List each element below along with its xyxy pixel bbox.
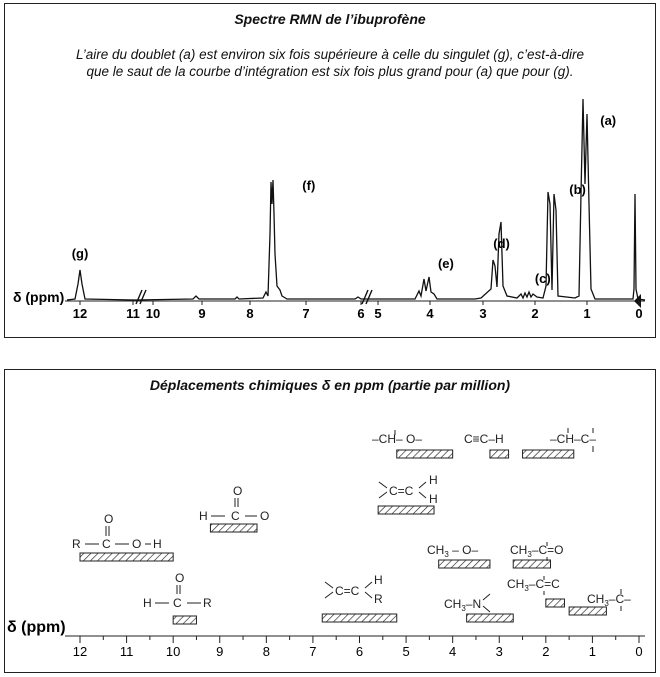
spectrum-tick-label: 11 — [126, 306, 140, 321]
group-acid — [72, 512, 162, 551]
spectrum-tick-label: 5 — [374, 306, 382, 321]
group-aldehyde-r — [143, 571, 212, 610]
group-alkene-r — [325, 573, 383, 606]
svg-text:O: O — [260, 509, 270, 523]
peak-label: (g) — [71, 246, 89, 261]
group-ch3-o — [427, 543, 478, 559]
nmr-spectrum-panel — [4, 3, 656, 338]
svg-text:H: H — [153, 537, 162, 551]
svg-text:H: H — [429, 492, 438, 506]
svg-text:C: C — [173, 596, 182, 610]
svg-text:CH3–C=C: $CH_3-C=C$ — [507, 577, 560, 593]
svg-text:O: O — [104, 512, 114, 526]
spectrum-tick-label: 3 — [479, 306, 487, 321]
svg-text:C: C — [231, 509, 240, 523]
spectrum-tick-label: 12 — [72, 306, 88, 321]
caption-line-1: L’aire du doublet (a) est environ six fois supérieure à celle du singulet (g), c’est-à-dire — [75, 47, 584, 62]
spectrum-tick-label: 1 — [583, 306, 591, 321]
group-alkyne — [464, 432, 504, 446]
svg-text:O: O — [132, 537, 142, 551]
spectrum-title: Spectre RMN de l’ibuprofène — [234, 11, 426, 27]
shift-tick-label: 6 — [355, 644, 364, 659]
axis-break-11-10 — [136, 290, 146, 304]
group-ch-c — [550, 428, 596, 452]
svg-text:–CH– O–: –CH– O– — [372, 432, 423, 446]
peak-label: (f) — [302, 178, 316, 193]
svg-text:H: H — [143, 596, 152, 610]
shift-tick-label: 7 — [309, 644, 317, 659]
spectrum-trace — [67, 99, 645, 300]
spectrum-tick-label: 9 — [198, 306, 206, 321]
peak-label: (d) — [493, 236, 510, 251]
shift-tick-label: 10 — [165, 644, 181, 659]
shift-range-bar-ch3-n — [467, 614, 514, 622]
shift-tick-label: 12 — [72, 644, 88, 659]
shift-range-bar-alkene-r — [322, 614, 397, 622]
shift-tick-label: 1 — [588, 644, 597, 659]
shift-tick-label: 5 — [402, 644, 410, 659]
shift-range-bar-alkyne — [490, 450, 509, 458]
shift-range-bar-alkene-h — [378, 506, 434, 514]
svg-text:H: H — [374, 573, 383, 587]
shift-range-bar-ch-c — [523, 450, 574, 458]
spectrum-tick-label: 8 — [246, 306, 254, 321]
svg-text:R: R — [374, 592, 383, 606]
shift-range-bar-acid — [80, 553, 173, 561]
shift-tick-label: 9 — [216, 644, 224, 659]
group-ch3-co — [510, 542, 563, 561]
shift-range-bar-aldehyde — [210, 524, 257, 532]
shift-tick-label: 8 — [262, 644, 270, 659]
shift-tick-label: 3 — [495, 644, 503, 659]
svg-text:C≡C–H: C≡C–H — [464, 432, 504, 446]
shift-range-bar-ch3-co — [513, 560, 550, 568]
svg-text:CH3 – O–: $CH_3 - O-$ — [427, 543, 479, 559]
svg-text:C=C: C=C — [335, 584, 360, 598]
shift-tick-label: 2 — [542, 644, 550, 659]
shift-range-bar-ch3-o — [439, 560, 490, 568]
group-alkene-h — [379, 473, 438, 506]
chemical-shift-panel — [4, 369, 656, 673]
shift-range-bar-ch3-c — [569, 607, 606, 615]
svg-text:O: O — [175, 571, 185, 585]
group-aldehyde — [199, 484, 269, 523]
group-ch-o — [372, 430, 422, 446]
spectrum-tick-label: 10 — [145, 306, 161, 321]
svg-text:R: R — [72, 537, 81, 551]
shift-range-bar-ch3-cc — [546, 599, 565, 607]
shift-range-bar-ch-o — [397, 450, 453, 458]
shift-tick-label: 0 — [635, 644, 643, 659]
caption-line-2: que le saut de la courbe d’intégration est six fois plus grand pour (a) que pour (g). — [86, 64, 574, 79]
spectrum-tick-label: 7 — [302, 306, 310, 321]
peak-label: (e) — [437, 256, 454, 271]
svg-text:O: O — [233, 484, 243, 498]
shift-title: Déplacements chimiques δ en ppm (partie par million) — [149, 377, 511, 393]
shift-range-bar-aldehyde-r — [173, 616, 196, 624]
svg-text:C=C: C=C — [389, 484, 414, 498]
spectrum-tick-label: 0 — [635, 306, 643, 321]
shift-diagram — [5, 370, 657, 674]
peak-label: (b) — [569, 182, 586, 197]
spectrum-tick-label: 4 — [426, 306, 434, 321]
peak-label: (a) — [600, 113, 617, 128]
axis-break-6-5 — [362, 290, 372, 304]
group-ch3-cc — [507, 576, 560, 595]
shift-tick-label: 4 — [449, 644, 457, 659]
group-ch3-n — [444, 594, 490, 613]
spectrum-plot — [5, 4, 657, 339]
svg-text:CH3–C=O: $CH_3-C=O$ — [510, 543, 564, 559]
spectrum-tick-label: 6 — [357, 306, 365, 321]
spectrum-tick-label: 2 — [531, 306, 539, 321]
shift-tick-label: 11 — [119, 644, 134, 659]
svg-text:C: C — [102, 537, 111, 551]
peak-label: (c) — [534, 271, 551, 286]
svg-text:–CH–C–: –CH–C– — [550, 432, 597, 446]
svg-text:R: R — [203, 596, 212, 610]
spectrum-axis-label: δ (ppm) — [13, 289, 65, 305]
svg-text:CH3–C–: $CH_3-C-$ — [587, 592, 631, 608]
svg-text:H: H — [199, 509, 208, 523]
shift-axis-label: δ (ppm) — [7, 619, 66, 636]
svg-text:H: H — [429, 473, 438, 487]
svg-text:CH3–N: $CH_3-N$ — [444, 597, 482, 613]
